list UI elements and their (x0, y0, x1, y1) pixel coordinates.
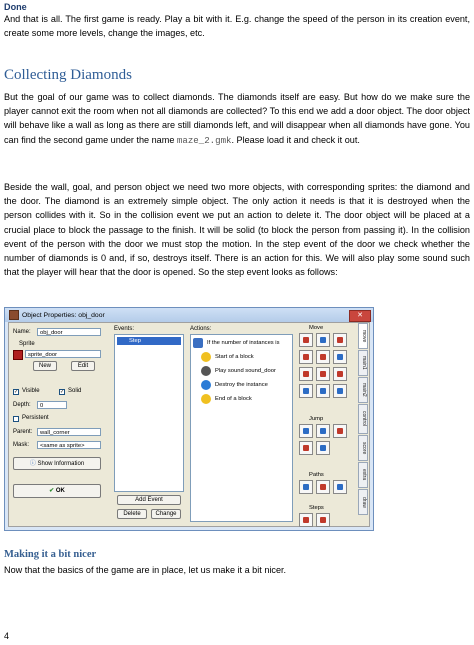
collecting-paragraph-2: Beside the wall, goal, and person object we need two more objects, with corresponding sprites: the diamond and the door. The diamond is an extremely simple object. The only action it needs is that it is destroyed when the person collides with it. So in the collision event we put an action to delete it. The door object will be placed at a crucial place to block the passage to the finish. It will be solid (to block the person from passing it). In the collision event of the person with the door we must stop the motion. In the step event of the door we check whether the number of diamonds is 0 and, if so, destroys itself. There is an action for this. We will also play some sound such that the player will hear that the door is opened. So the step event looks as follows: (4, 182, 470, 278)
depth-label: Depth: (13, 402, 31, 408)
gravity-icon[interactable] (333, 350, 347, 364)
making-nicer-heading: Making it a bit nicer (4, 549, 97, 560)
object-properties-window (4, 307, 374, 531)
action-start-block[interactable]: Start of a block (201, 352, 254, 362)
tab-draw[interactable]: draw (358, 489, 368, 515)
add-event-button[interactable]: Add Event (117, 495, 181, 505)
action-destroy-instance[interactable]: Destroy the instance (201, 380, 268, 390)
name-label: Name: (13, 329, 31, 335)
visible-checkbox[interactable]: ✓ (14, 389, 19, 395)
end-path-icon[interactable] (316, 480, 330, 494)
actions-label: Actions: (190, 326, 212, 332)
events-label: Events: (114, 326, 135, 332)
action-play-sound[interactable]: Play sound sound_door (201, 366, 276, 376)
window-titlebar (5, 308, 373, 322)
object-icon (9, 310, 19, 320)
move-contact-icon[interactable] (333, 424, 347, 438)
destroy-icon (201, 380, 211, 390)
step-towards-icon[interactable] (299, 513, 313, 527)
reverse-vertical-icon[interactable] (316, 367, 330, 381)
file-name-code: maze_2.gmk (176, 134, 232, 146)
parent-select[interactable]: wall_corner (37, 428, 101, 436)
jump-random-icon[interactable] (333, 384, 347, 398)
jump-start-icon[interactable] (316, 384, 330, 398)
collecting-diamonds-heading: Collecting Diamonds (4, 67, 132, 83)
tab-control[interactable]: control (358, 404, 368, 434)
tab-main2[interactable]: main2 (358, 377, 368, 403)
making-nicer-paragraph: Now that the basics of the game are in place, let us make it a bit nicer. (4, 565, 287, 575)
jump-position-icon[interactable] (299, 384, 313, 398)
speaker-icon (201, 366, 211, 376)
events-list[interactable] (114, 334, 184, 492)
jump-to-icon[interactable] (316, 441, 330, 455)
action-end-block[interactable]: End of a block (201, 394, 252, 404)
name-field[interactable]: obj_door (37, 328, 101, 336)
question-icon (193, 338, 203, 348)
move-group-label: Move (309, 325, 324, 331)
wrap-icon[interactable] (316, 424, 330, 438)
change-event-button[interactable]: Change (151, 509, 181, 519)
depth-field[interactable]: 0 (37, 401, 67, 409)
window-title: Object Properties: obj_door (22, 311, 105, 319)
paths-group-label: Paths (309, 472, 324, 478)
persistent-label: Persistent (22, 415, 49, 421)
solid-label: Solid (68, 388, 82, 394)
mask-select[interactable]: <same as sprite> (37, 441, 101, 449)
move-fixed-icon[interactable] (299, 333, 313, 347)
new-sprite-button[interactable]: New (33, 361, 57, 371)
bounce-icon[interactable] (299, 441, 313, 455)
move-towards-icon[interactable] (333, 333, 347, 347)
steps-group-label: Steps (309, 505, 324, 511)
move-free-icon[interactable] (316, 333, 330, 347)
collecting-paragraph-1: But the goal of our game was to collect diamonds. The diamonds itself are easy. But how do we make sure the player cannot exit the room when not all diamonds are collected? To this end we add a door object. The door object will behave like a wall as long as there are still diamonds left, and will disappear when all diamonds have gone. You can find the second game under the name maze_2.gmk. Please load it and check it out. (4, 92, 470, 146)
info-icon: ⓘ (29, 461, 38, 467)
parent-label: Parent: (13, 429, 33, 435)
sprite-select[interactable]: sprite_door (25, 350, 101, 358)
speed-vertical-icon[interactable] (316, 350, 330, 364)
close-button[interactable]: ✕ (349, 310, 371, 322)
delete-event-button[interactable]: Delete (117, 509, 147, 519)
speed-horizontal-icon[interactable] (299, 350, 313, 364)
checkmark-icon: ✔ (49, 488, 56, 494)
visible-label: Visible (22, 388, 40, 394)
end-block-icon (201, 394, 211, 404)
set-path-icon[interactable] (299, 480, 313, 494)
path-position-icon[interactable] (333, 480, 347, 494)
reverse-horizontal-icon[interactable] (299, 367, 313, 381)
sprite-preview-icon (13, 350, 23, 360)
sprite-label: Sprite (19, 341, 35, 347)
mask-label: Mask: (13, 442, 30, 448)
step-avoid-icon[interactable] (316, 513, 330, 527)
done-paragraph: And that is all. The first game is ready. Play a bit with it. E.g. change the speed of the person in its creation event, create some more levels, change the images, etc. (4, 14, 470, 39)
tab-score[interactable]: score (358, 435, 368, 461)
solid-checkbox[interactable]: ✓ (60, 389, 65, 395)
tab-extra[interactable]: extra (358, 462, 368, 488)
persistent-checkbox[interactable] (13, 416, 19, 422)
edit-sprite-button[interactable]: Edit (71, 361, 95, 371)
jump-group-label: Jump (309, 416, 324, 422)
ok-button[interactable]: ✔ OK (13, 484, 101, 498)
snap-grid-icon[interactable] (299, 424, 313, 438)
actions-list[interactable] (190, 334, 293, 522)
page-number: 4 (4, 631, 10, 641)
action-if-number[interactable]: If the number of instances is (193, 338, 280, 348)
window-body (8, 322, 370, 527)
friction-icon[interactable] (333, 367, 347, 381)
done-heading: Done (4, 2, 27, 12)
event-item-step[interactable]: Step (117, 337, 181, 345)
start-block-icon (201, 352, 211, 362)
tab-move[interactable]: move (358, 323, 368, 349)
show-information-button[interactable]: ⓘ Show Information (13, 457, 101, 470)
tab-main1[interactable]: main1 (358, 350, 368, 376)
